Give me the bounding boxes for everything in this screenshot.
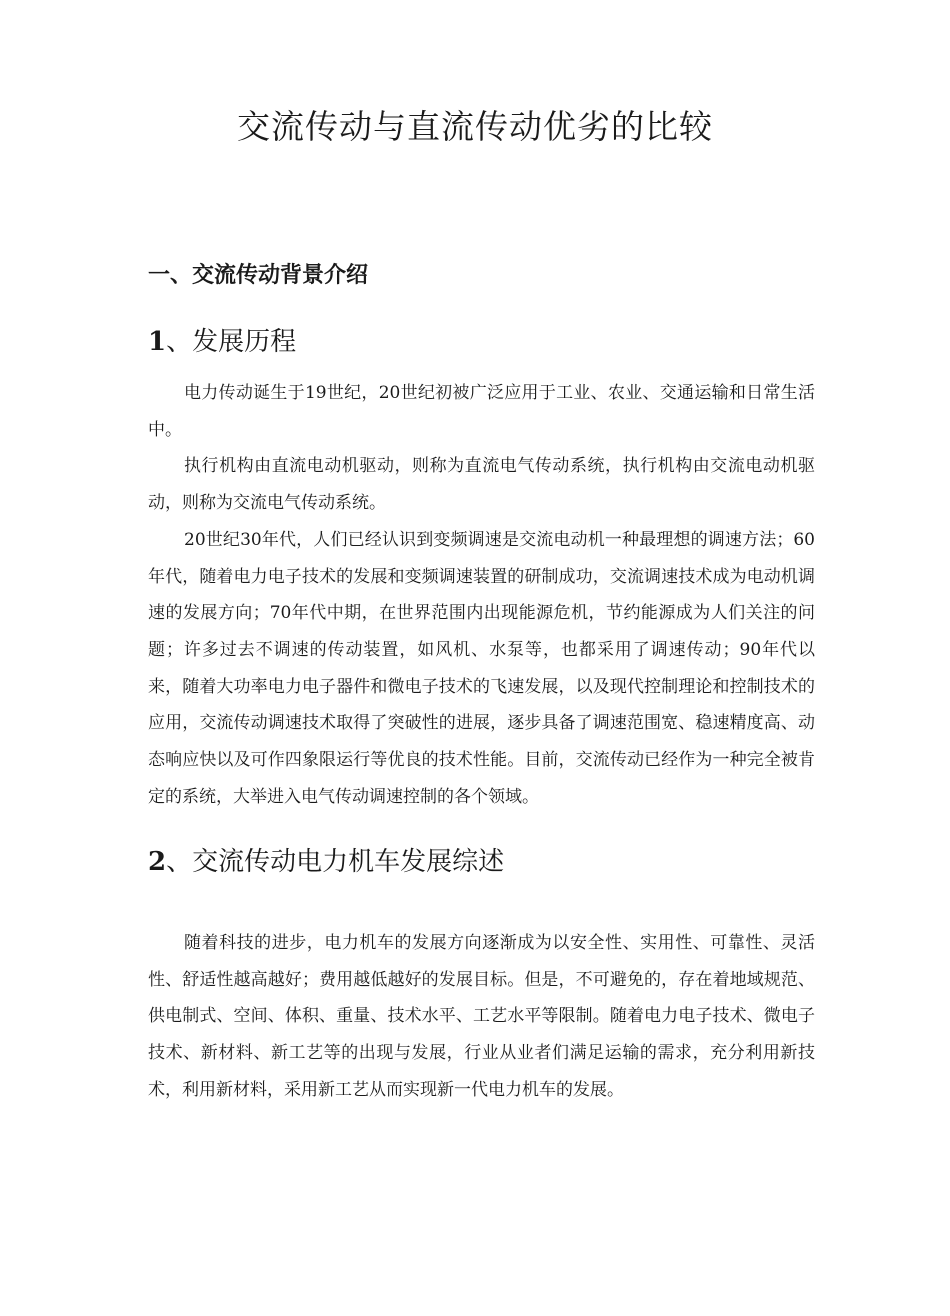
subheading-number: 1	[148, 327, 167, 357]
paragraph: 20世纪30年代，人们已经认识到变频调速是交流电动机一种最理想的调速方法；60年代，随着电力电子技术的发展和变频调速装置的研制成功，交流调速技术成为电动机调速的发展方向；70年代中期，在世界范围内出现能源危机，节约能源成为人们关注的问题；许多过去不调速的传动装置，如风机、水泵等，也都采用了调速传动；90年代以来，随着大功率电力电子器件和微电子技术的飞速发展，以及现代控制理论和控制技术的应用，交流传动调速技术取得了突破性的进展，逐步具备了调速范围宽、稳速精度高、动态响应快以及可作四象限运行等优良的技术性能。目前，交流传动已经作为一种完全被肯定的系统，大举进入电气传动调速控制的各个领域。	[148, 529, 815, 807]
paragraph: 电力传动诞生于19世纪，20世纪初被广泛应用于工业、农业、交通运输和日常生活中。	[148, 383, 815, 440]
paragraph: 执行机构由直流电动机驱动，则称为直流电气传动系统，执行机构由交流电动机驱动，则称为交流电气传动系统。	[148, 456, 815, 514]
development-history-body	[148, 375, 815, 815]
section-heading-background: 一、交流传动背景介绍	[148, 263, 369, 288]
subheading-locomotive-overview	[148, 842, 504, 882]
subheading-development-history	[148, 322, 296, 362]
document-title: 交流传动与直流传动优劣的比较	[237, 107, 713, 146]
locomotive-overview-body	[148, 925, 815, 1109]
subheading-number: 2	[148, 847, 167, 877]
subheading-text: 、发展历程	[166, 327, 297, 357]
subheading-text: 、交流传动电力机车发展综述	[166, 847, 505, 877]
paragraph: 随着科技的进步，电力机车的发展方向逐渐成为以安全性、实用性、可靠性、灵活性、舒适性越高越好；费用越低越好的发展目标。但是，不可避免的，存在着地域规范、供电制式、空间、体积、重量、技术水平、工艺水平等限制。随着电力电子技术、微电子技术、新材料、新工艺等的出现与发展，行业从业者们满足运输的需求，充分利用新技术，利用新材料，采用新工艺从而实现新一代电力机车的发展。	[148, 933, 815, 1100]
